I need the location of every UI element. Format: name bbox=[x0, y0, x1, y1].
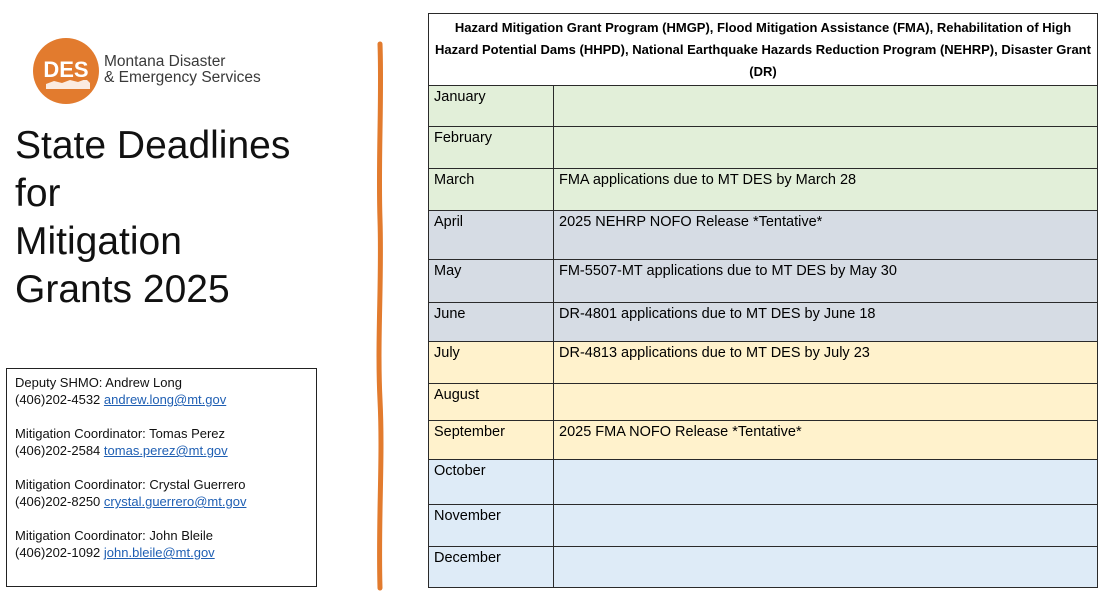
des-logo bbox=[32, 37, 292, 107]
contact-line bbox=[15, 442, 316, 459]
contact-email-link[interactable]: crystal.guerrero@mt.gov bbox=[103, 494, 247, 509]
contact-card bbox=[15, 527, 316, 561]
table-header-row bbox=[429, 14, 1098, 86]
contact-email-link[interactable]: andrew.long@mt.gov bbox=[103, 392, 227, 407]
event-cell: DR-4801 applications due to MT DES by June 18 bbox=[554, 303, 1098, 342]
table-row bbox=[429, 127, 1098, 169]
contact-role: Mitigation Coordinator: Tomas Perez bbox=[15, 426, 226, 441]
logo-abbr: DES bbox=[43, 57, 89, 82]
contact-role: Mitigation Coordinator: John Bleile bbox=[15, 528, 213, 543]
event-cell: 2025 NEHRP NOFO Release *Tentative* bbox=[554, 211, 1098, 260]
month-cell: April bbox=[429, 211, 554, 260]
deadline-table bbox=[428, 13, 1098, 588]
table-row bbox=[429, 211, 1098, 260]
contact-phone: (406)202-2584 bbox=[15, 443, 101, 458]
month-cell: February bbox=[429, 127, 554, 169]
table-row bbox=[429, 86, 1098, 127]
table-row bbox=[429, 547, 1098, 588]
contact-role: Deputy SHMO: Andrew Long bbox=[15, 375, 182, 390]
event-cell: FM-5507-MT applications due to MT DES by May 30 bbox=[554, 260, 1098, 303]
table-header: Hazard Mitigation Grant Program (HMGP), Flood Mitigation Assistance (FMA), Rehabilitation of High Hazard Potential Dams (HHPD), National Earthquake Hazards Reduction Program (NEHRP), Disaster Grant (DR) bbox=[429, 14, 1098, 86]
table-row bbox=[429, 384, 1098, 421]
month-cell: July bbox=[429, 342, 554, 384]
decorative-divider bbox=[365, 40, 395, 592]
month-cell: May bbox=[429, 260, 554, 303]
event-cell bbox=[554, 86, 1098, 127]
event-cell bbox=[554, 384, 1098, 421]
month-cell: November bbox=[429, 505, 554, 547]
contact-card bbox=[15, 374, 316, 408]
month-cell: October bbox=[429, 460, 554, 505]
title-line-4: Grants 2025 bbox=[15, 268, 230, 311]
table-row bbox=[429, 260, 1098, 303]
table-row bbox=[429, 303, 1098, 342]
contact-phone: (406)202-8250 bbox=[15, 494, 101, 509]
month-cell: March bbox=[429, 169, 554, 211]
contact-email-link[interactable]: john.bleile@mt.gov bbox=[103, 545, 215, 560]
title-line-3: Mitigation bbox=[15, 220, 182, 263]
event-cell: 2025 FMA NOFO Release *Tentative* bbox=[554, 421, 1098, 460]
title-line-1: State Deadlines bbox=[15, 124, 291, 167]
contact-card bbox=[15, 425, 316, 459]
month-cell: August bbox=[429, 384, 554, 421]
event-cell: DR-4813 applications due to MT DES by July 23 bbox=[554, 342, 1098, 384]
title-line-2: for bbox=[15, 172, 61, 215]
table-row bbox=[429, 505, 1098, 547]
month-cell: June bbox=[429, 303, 554, 342]
contact-line bbox=[15, 391, 316, 408]
contact-email-link[interactable]: tomas.perez@mt.gov bbox=[103, 443, 228, 458]
contact-line bbox=[15, 544, 316, 561]
logo-line-1: Montana Disaster bbox=[104, 53, 226, 70]
table-row bbox=[429, 460, 1098, 505]
event-cell bbox=[554, 460, 1098, 505]
contact-phone: (406)202-4532 bbox=[15, 392, 101, 407]
logo-line-2: & Emergency Services bbox=[104, 69, 261, 86]
month-cell: January bbox=[429, 86, 554, 127]
des-logo-icon bbox=[32, 37, 100, 105]
table-row bbox=[429, 421, 1098, 460]
table-row bbox=[429, 342, 1098, 384]
page-title bbox=[15, 122, 335, 314]
contact-role: Mitigation Coordinator: Crystal Guerrero bbox=[15, 477, 246, 492]
contacts-box bbox=[6, 368, 317, 587]
logo-wordmark bbox=[104, 54, 261, 86]
event-cell bbox=[554, 547, 1098, 588]
contact-phone: (406)202-1092 bbox=[15, 545, 101, 560]
event-cell: FMA applications due to MT DES by March 28 bbox=[554, 169, 1098, 211]
month-cell: September bbox=[429, 421, 554, 460]
event-cell bbox=[554, 127, 1098, 169]
contact-line bbox=[15, 493, 316, 510]
month-cell: December bbox=[429, 547, 554, 588]
contact-card bbox=[15, 476, 316, 510]
table-row bbox=[429, 169, 1098, 211]
event-cell bbox=[554, 505, 1098, 547]
